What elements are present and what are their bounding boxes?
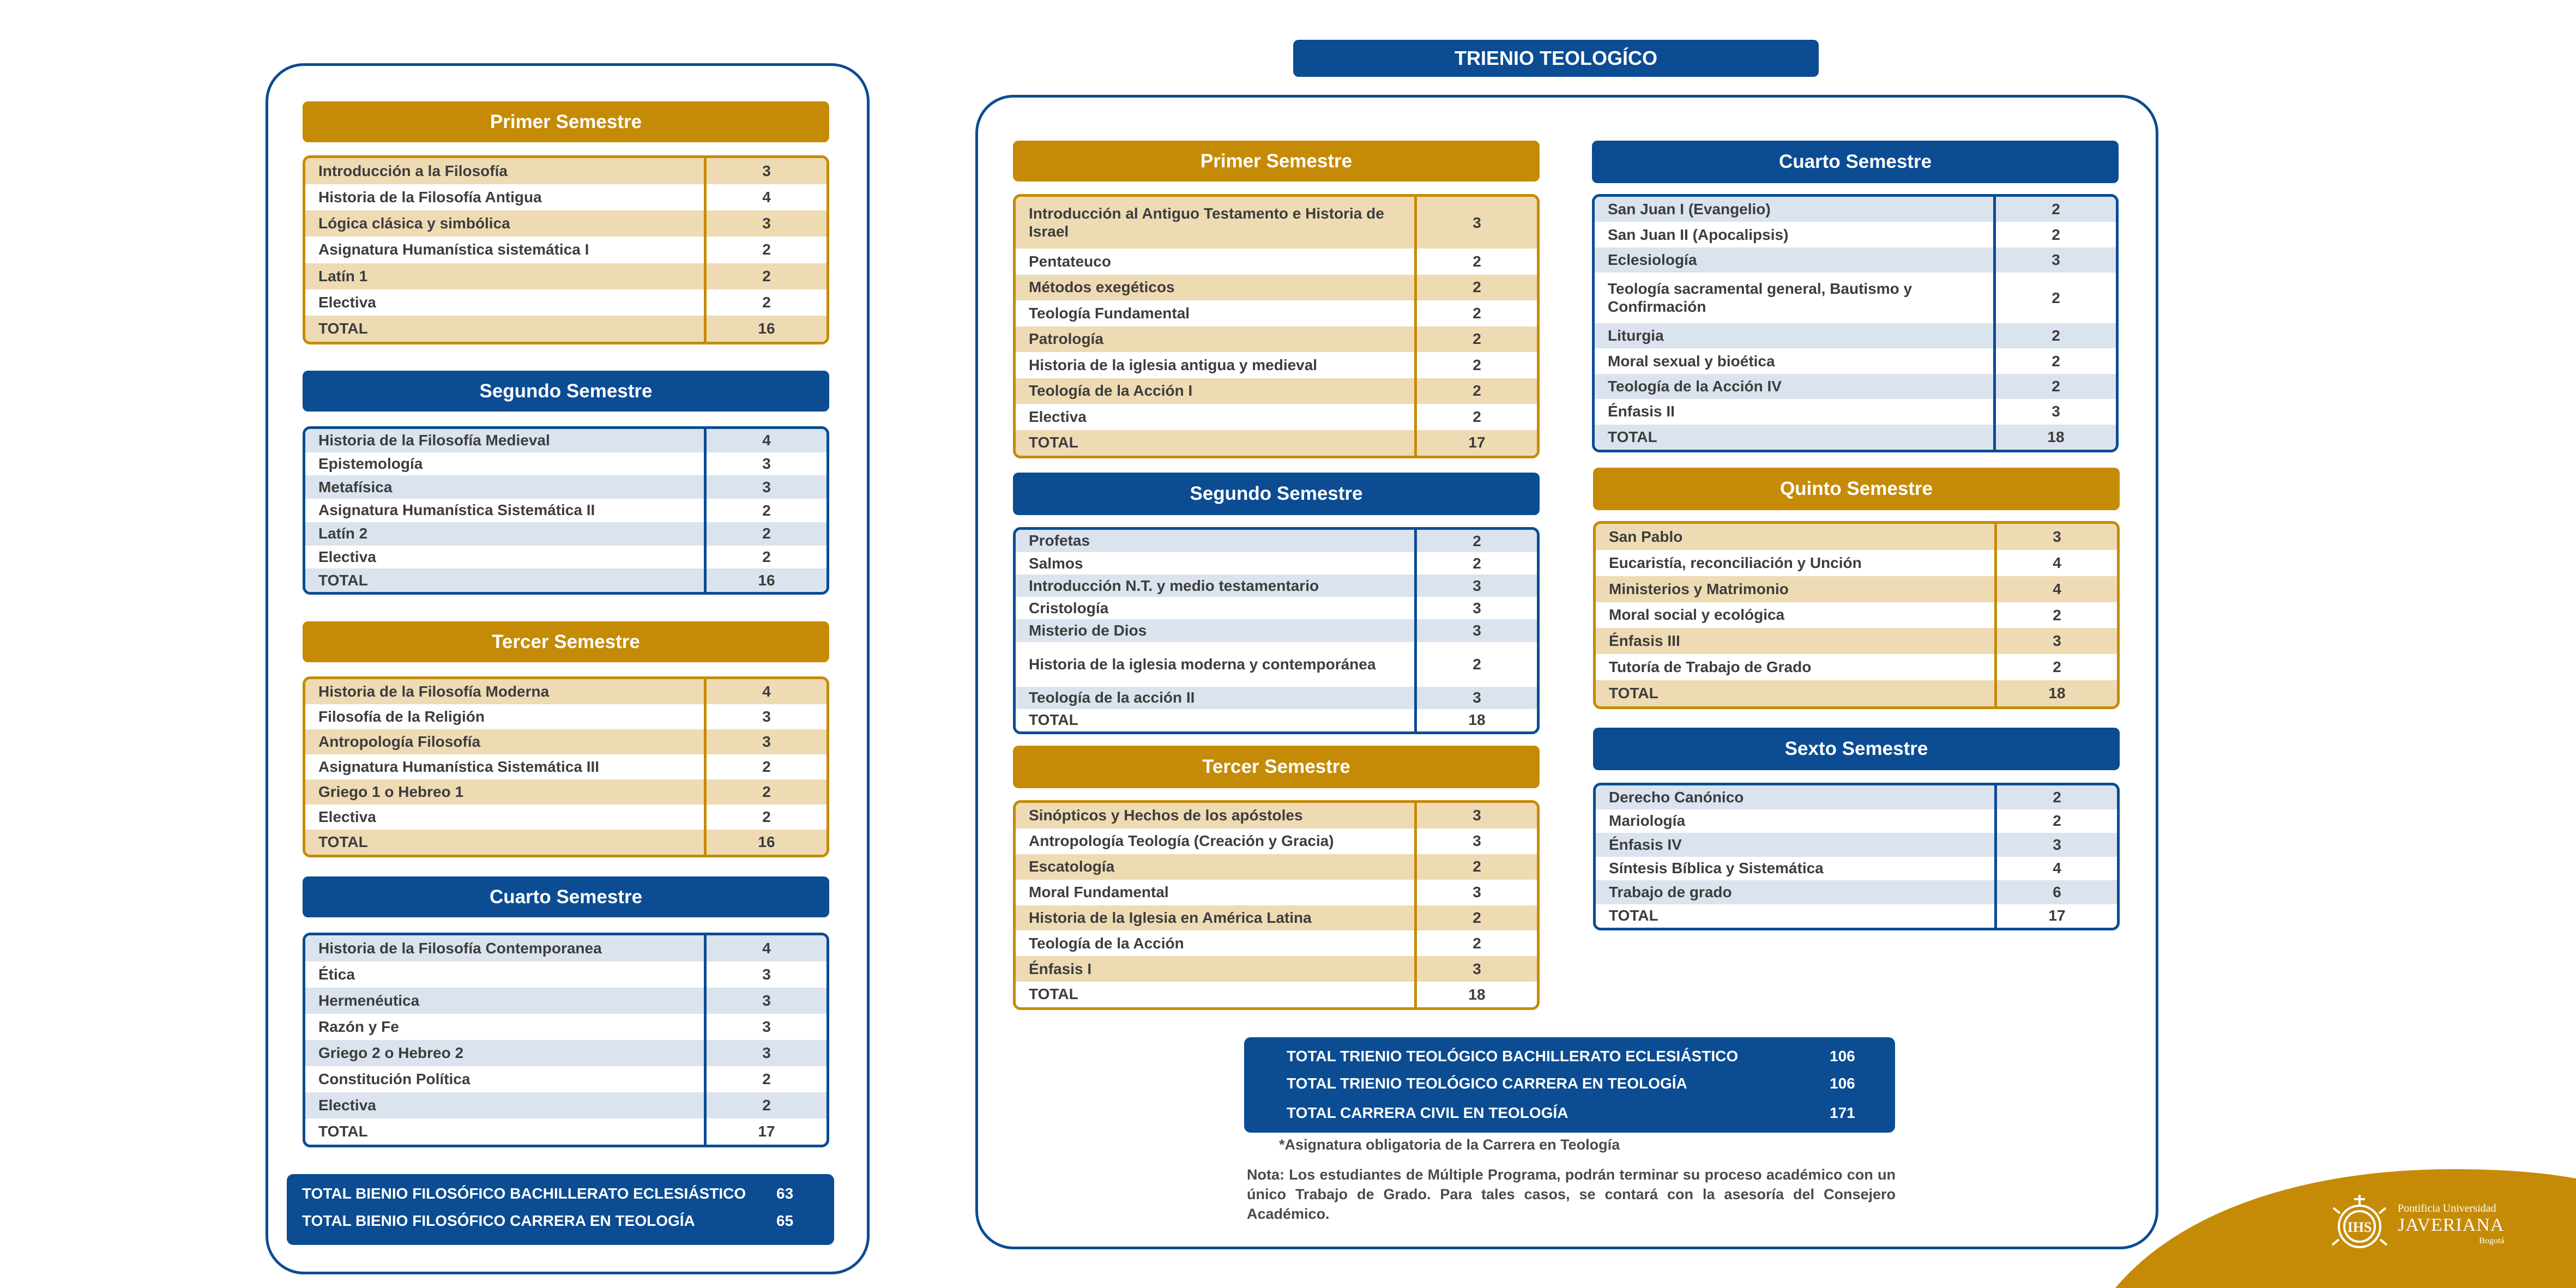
course-row: [1016, 619, 1537, 642]
course-name: Electiva: [318, 548, 376, 565]
course-name: Razón y Fe: [318, 1018, 399, 1035]
course-name: Epistemología: [318, 455, 423, 472]
course-row: [1016, 880, 1537, 905]
course-row: [305, 1040, 827, 1066]
bienio-sem2-header: Segundo Semestre: [303, 371, 829, 412]
total-credits: 17: [1994, 904, 2117, 928]
trienio-sem3-header: Tercer Semestre: [1013, 746, 1540, 788]
trienio-sem3-table: [1013, 800, 1540, 1010]
total-label: TOTAL: [1029, 711, 1078, 729]
course-row: [305, 729, 827, 754]
course-name: Historia de la Filosofía Antigua: [318, 189, 542, 206]
course-name: Énfasis I: [1029, 960, 1092, 977]
course-credits: 3: [704, 1040, 827, 1066]
course-row: [305, 805, 827, 830]
bienio-total-line: [287, 1182, 834, 1206]
total-label: TOTAL: [318, 319, 368, 337]
course-credits: 4: [1994, 857, 2117, 881]
total-row: [305, 830, 827, 855]
course-row: [1595, 247, 2116, 273]
course-row: [305, 522, 827, 546]
course-row: [1016, 803, 1537, 829]
course-credits: 2: [1993, 323, 2116, 348]
course-name: San Pablo: [1609, 528, 1683, 545]
course-name: Filosofía de la Religión: [318, 708, 485, 725]
course-name: Historia de la iglesia antigua y medieval: [1029, 356, 1318, 373]
course-credits: 2: [1414, 854, 1537, 880]
course-row: [1016, 956, 1537, 982]
total-value: 171: [1830, 1104, 1855, 1121]
course-credits: 2: [1414, 404, 1537, 430]
course-credits: 2: [1414, 300, 1537, 326]
course-name: Asignatura Humanística Sistemática III: [318, 758, 600, 775]
course-credits: 3: [1414, 619, 1537, 642]
total-credits: 18: [1414, 982, 1537, 1007]
trienio-sem2-header: Segundo Semestre: [1013, 473, 1540, 515]
page-title: TRIENIO TEOLOGÍCO: [1293, 40, 1819, 77]
course-row: [305, 962, 827, 988]
course-name: Electiva: [318, 808, 376, 825]
course-name: Ministerios y Matrimonio: [1609, 580, 1789, 597]
course-row: [1596, 833, 2117, 857]
course-name: Griego 2 o Hebreo 2: [318, 1044, 464, 1061]
course-credits: 2: [1993, 197, 2116, 222]
course-credits: 2: [1993, 374, 2116, 399]
course-row: [1596, 576, 2117, 602]
trienio-total-line: [1244, 1101, 1895, 1125]
svg-text:IHS: IHS: [2347, 1219, 2372, 1235]
course-name: San Juan I (Evangelio): [1608, 201, 1771, 218]
total-label: TOTAL: [1029, 434, 1078, 451]
course-credits: 2: [1994, 785, 2117, 809]
footnote: *Asignatura obligatoria de la Carrera en Teología: [1279, 1136, 1620, 1153]
course-name: Eucaristía, reconciliación y Unción: [1609, 554, 1862, 571]
logo-line1: Pontificia Universidad: [2398, 1202, 2496, 1214]
total-label: TOTAL: [1609, 684, 1658, 702]
course-name: Historia de la iglesia moderna y contemporánea: [1029, 655, 1376, 673]
course-name: Trabajo de grado: [1609, 883, 1732, 900]
course-row: [1595, 273, 2116, 323]
course-name: Historia de la Filosofía Medieval: [318, 432, 550, 449]
course-row: [1595, 323, 2116, 348]
course-credits: 2: [1414, 249, 1537, 275]
course-row: [1596, 785, 2117, 809]
trienio-total-line: [1244, 1072, 1895, 1096]
course-name: Teología de la Acción I: [1029, 382, 1193, 400]
trienio-sem5-table: [1593, 521, 2120, 709]
course-row: [305, 158, 827, 184]
course-row: [1016, 905, 1537, 931]
trienio-sem1-table: [1013, 194, 1540, 458]
course-row: [1016, 404, 1537, 430]
course-name: Electiva: [318, 1096, 376, 1114]
course-credits: 3: [1993, 247, 2116, 273]
course-name: Electiva: [1029, 408, 1087, 425]
course-credits: 3: [704, 988, 827, 1014]
course-row: [1016, 829, 1537, 854]
total-row: [1596, 904, 2117, 928]
course-row: [305, 289, 827, 316]
course-row: [305, 704, 827, 729]
course-name: Teología sacramental general, Bautismo y Confirmación: [1608, 280, 1913, 315]
course-credits: 2: [704, 237, 827, 263]
course-row: [305, 237, 827, 263]
course-credits: 2: [1994, 602, 2117, 628]
course-name: Métodos exegéticos: [1029, 279, 1175, 296]
course-credits: 4: [704, 935, 827, 962]
course-name: Latín 1: [318, 267, 368, 285]
total-credits: 16: [704, 830, 827, 855]
course-credits: 2: [1414, 326, 1537, 353]
course-name: Liturgia: [1608, 327, 1664, 344]
course-name: Profetas: [1029, 532, 1090, 549]
course-name: Teología de la acción II: [1029, 689, 1195, 706]
bienio-sem2-table: [303, 426, 829, 595]
total-row: [1016, 982, 1537, 1007]
total-credits: 18: [1993, 425, 2116, 450]
course-name: Pentateuco: [1029, 252, 1111, 270]
total-label: TOTAL BIENIO FILOSÓFICO BACHILLERATO ECLESIÁSTICO: [302, 1185, 746, 1202]
total-credits: 18: [1414, 709, 1537, 731]
course-name: Antropología Filosofía: [318, 733, 481, 750]
course-row: [1016, 352, 1537, 378]
course-name: Síntesis Bíblica y Sistemática: [1609, 860, 1824, 877]
course-name: Tutoría de Trabajo de Grado: [1609, 658, 1812, 676]
course-row: [1016, 378, 1537, 404]
course-credits: 4: [704, 679, 827, 704]
course-name: Antropología Teología (Creación y Gracia): [1029, 832, 1334, 850]
course-credits: 2: [704, 522, 827, 546]
total-label: TOTAL: [318, 833, 368, 850]
course-name: Griego 1 o Hebreo 1: [318, 783, 464, 800]
course-row: [1596, 809, 2117, 833]
course-name: Moral social y ecológica: [1609, 606, 1785, 624]
trienio-total-line: [1244, 1044, 1895, 1068]
course-row: [1016, 930, 1537, 956]
bienio-sem1-header: Primer Semestre: [303, 101, 829, 142]
course-name: Escatología: [1029, 858, 1115, 875]
course-credits: 3: [704, 210, 827, 237]
course-name: Introducción al Antiguo Testamento e Historia de Israel: [1029, 205, 1384, 240]
course-row: [1016, 326, 1537, 353]
course-row: [305, 184, 827, 210]
course-row: [305, 988, 827, 1014]
course-name: Lógica clásica y simbólica: [318, 215, 510, 232]
course-credits: 2: [1414, 530, 1537, 552]
course-credits: 2: [1414, 275, 1537, 301]
course-row: [1596, 524, 2117, 550]
course-credits: 3: [704, 1014, 827, 1040]
course-name: Introducción a la Filosofía: [318, 162, 508, 179]
course-credits: 2: [704, 263, 827, 289]
course-name: Énfasis III: [1609, 632, 1680, 650]
course-name: Latín 2: [318, 525, 368, 542]
course-row: [1595, 222, 2116, 247]
course-name: Énfasis IV: [1609, 836, 1682, 853]
total-value: 63: [776, 1185, 794, 1202]
course-credits: 3: [704, 962, 827, 988]
total-value: 106: [1830, 1075, 1855, 1092]
total-row: [1596, 680, 2117, 706]
course-row: [1595, 374, 2116, 399]
course-name: Salmos: [1029, 554, 1083, 572]
trienio-totals: [1244, 1037, 1895, 1133]
bienio-sem4-table: [303, 933, 829, 1147]
course-name: Teología Fundamental: [1029, 304, 1190, 322]
total-value: 106: [1830, 1048, 1855, 1065]
course-name: Misterio de Dios: [1029, 621, 1147, 639]
course-row: [1596, 880, 2117, 904]
course-row: [1016, 642, 1537, 687]
trienio-sem6-header: Sexto Semestre: [1593, 728, 2120, 770]
course-row: [1596, 628, 2117, 654]
course-credits: 2: [1993, 222, 2116, 247]
total-row: [305, 1118, 827, 1145]
course-credits: 2: [1994, 809, 2117, 833]
course-credits: 3: [704, 158, 827, 184]
logo-text: [2398, 1203, 2504, 1245]
course-credits: 3: [1994, 833, 2117, 857]
course-credits: 4: [704, 429, 827, 452]
course-row: [1016, 854, 1537, 880]
total-label: TOTAL: [1609, 907, 1658, 924]
course-row: [1016, 687, 1537, 709]
trienio-sem1-header: Primer Semestre: [1013, 141, 1540, 182]
course-name: Sinópticos y Hechos de los apóstoles: [1029, 807, 1303, 824]
bienio-totals: [287, 1174, 834, 1245]
course-credits: 3: [1414, 880, 1537, 905]
crest-icon: [2327, 1192, 2392, 1257]
course-name: Eclesiología: [1608, 251, 1697, 268]
course-credits: 3: [1414, 197, 1537, 249]
trienio-sem4-table: [1592, 194, 2119, 452]
course-credits: 3: [1994, 524, 2117, 550]
course-row: [305, 1014, 827, 1040]
course-credits: 2: [1993, 348, 2116, 373]
course-name: Teología de la Acción: [1029, 934, 1184, 952]
logo-line3: Bogotá: [2479, 1236, 2505, 1245]
course-credits: 2: [1414, 552, 1537, 575]
course-name: Historia de la Iglesia en América Latina: [1029, 909, 1312, 926]
course-row: [1016, 552, 1537, 575]
course-credits: 2: [1414, 352, 1537, 378]
program-note: Nota: Los estudiantes de Múltiple Programa, podrán terminar su proceso académico con un único Trabajo de Grado. Para tales casos, se contará con la asesoría del Consejero Académico.: [1247, 1166, 1896, 1222]
course-credits: 3: [704, 452, 827, 476]
course-credits: 2: [704, 1066, 827, 1092]
total-label: TOTAL CARRERA CIVIL EN TEOLOGÍA: [1287, 1104, 1568, 1121]
course-row: [1596, 602, 2117, 628]
course-credits: 3: [1993, 399, 2116, 424]
trienio-sem2-table: [1013, 527, 1540, 734]
bienio-sem3-table: [303, 676, 829, 857]
course-credits: 2: [704, 499, 827, 522]
course-name: Historia de la Filosofía Moderna: [318, 682, 550, 700]
total-label: TOTAL TRIENIO TEOLÓGICO BACHILLERATO ECLESIÁSTICO: [1287, 1048, 1739, 1065]
course-row: [1016, 300, 1537, 326]
bienio-sem3-header: Tercer Semestre: [303, 621, 829, 662]
total-credits: 18: [1994, 680, 2117, 706]
total-credits: 16: [704, 569, 827, 592]
course-row: [1595, 197, 2116, 222]
total-credits: 16: [704, 316, 827, 342]
course-row: [1016, 530, 1537, 552]
course-credits: 2: [704, 805, 827, 830]
trienio-sem6-table: [1593, 783, 2120, 930]
course-credits: 3: [1414, 829, 1537, 854]
course-credits: 4: [1994, 550, 2117, 576]
total-row: [1595, 425, 2116, 450]
course-row: [305, 1066, 827, 1092]
course-row: [1596, 857, 2117, 881]
course-credits: 3: [1414, 597, 1537, 619]
course-name: Teología de la Acción IV: [1608, 377, 1782, 395]
course-credits: 3: [1414, 575, 1537, 597]
course-credits: 2: [704, 289, 827, 316]
course-credits: 3: [704, 729, 827, 754]
course-row: [305, 779, 827, 805]
course-credits: 2: [1993, 273, 2116, 323]
course-row: [305, 452, 827, 476]
total-row: [305, 316, 827, 342]
course-credits: 3: [1414, 687, 1537, 709]
total-credits: 17: [704, 1118, 827, 1145]
course-row: [305, 679, 827, 704]
course-name: Mariología: [1609, 812, 1686, 830]
course-row: [305, 546, 827, 569]
course-name: Asignatura Humanística Sistemática II: [318, 501, 595, 519]
total-credits: 17: [1414, 430, 1537, 456]
course-name: Introducción N.T. y medio testamentario: [1029, 577, 1319, 594]
course-credits: 2: [1414, 905, 1537, 931]
course-credits: 2: [704, 779, 827, 805]
bienio-sem4-header: Cuarto Semestre: [303, 876, 829, 917]
total-label: TOTAL: [318, 1122, 368, 1140]
course-row: [1016, 249, 1537, 275]
course-name: Hermenéutica: [318, 991, 420, 1009]
trienio-sem4-header: Cuarto Semestre: [1592, 141, 2119, 183]
total-row: [1016, 430, 1537, 456]
course-name: Electiva: [318, 293, 376, 311]
course-row: [1016, 275, 1537, 301]
course-row: [1596, 654, 2117, 680]
course-name: Asignatura Humanística sistemática I: [318, 241, 589, 258]
course-credits: 6: [1994, 880, 2117, 904]
course-name: Patrología: [1029, 330, 1103, 348]
course-credits: 2: [1414, 378, 1537, 404]
course-row: [305, 263, 827, 289]
course-credits: 2: [1414, 642, 1537, 687]
course-row: [305, 475, 827, 499]
course-name: Énfasis II: [1608, 403, 1675, 420]
course-credits: 4: [1994, 576, 2117, 602]
course-row: [305, 499, 827, 522]
course-credits: 3: [1414, 803, 1537, 829]
total-label: TOTAL TRIENIO TEOLÓGICO CARRERA EN TEOLOGÍA: [1287, 1075, 1687, 1092]
course-row: [305, 754, 827, 779]
course-row: [1595, 399, 2116, 424]
course-credits: 2: [1414, 930, 1537, 956]
course-name: Ética: [318, 965, 355, 983]
course-credits: 2: [704, 754, 827, 779]
course-credits: 3: [704, 704, 827, 729]
total-label: TOTAL: [318, 571, 368, 589]
bienio-sem1-table: [303, 155, 829, 344]
course-credits: 2: [704, 546, 827, 569]
course-credits: 2: [1994, 654, 2117, 680]
course-name: Historia de la Filosofía Contemporanea: [318, 939, 602, 957]
course-row: [305, 210, 827, 237]
course-credits: 3: [704, 475, 827, 499]
course-name: Cristología: [1029, 599, 1109, 616]
course-row: [305, 429, 827, 452]
course-credits: 3: [1994, 628, 2117, 654]
course-row: [305, 1092, 827, 1118]
course-credits: 3: [1414, 956, 1537, 982]
course-name: San Juan II (Apocalipsis): [1608, 226, 1789, 243]
course-row: [1016, 597, 1537, 619]
course-name: Moral Fundamental: [1029, 883, 1169, 900]
course-row: [305, 935, 827, 962]
course-row: [1596, 550, 2117, 576]
total-label: TOTAL: [1029, 985, 1078, 1003]
course-credits: 2: [704, 1092, 827, 1118]
total-row: [305, 569, 827, 592]
total-label: TOTAL BIENIO FILOSÓFICO CARRERA EN TEOLOGÍA: [302, 1212, 695, 1229]
total-label: TOTAL: [1608, 428, 1657, 445]
logo-line2: JAVERIANA: [2398, 1215, 2505, 1235]
course-name: Constitución Política: [318, 1070, 470, 1087]
total-value: 65: [776, 1212, 794, 1229]
course-row: [1595, 348, 2116, 373]
course-credits: 4: [704, 184, 827, 210]
course-name: Metafísica: [318, 478, 393, 495]
bienio-total-line: [287, 1209, 834, 1233]
trienio-sem5-header: Quinto Semestre: [1593, 468, 2120, 510]
javeriana-logo[interactable]: [2327, 1192, 2504, 1257]
course-name: Derecho Canónico: [1609, 788, 1744, 806]
course-row: [1016, 197, 1537, 249]
total-row: [1016, 709, 1537, 731]
course-name: Moral sexual y bioética: [1608, 352, 1775, 370]
course-row: [1016, 575, 1537, 597]
